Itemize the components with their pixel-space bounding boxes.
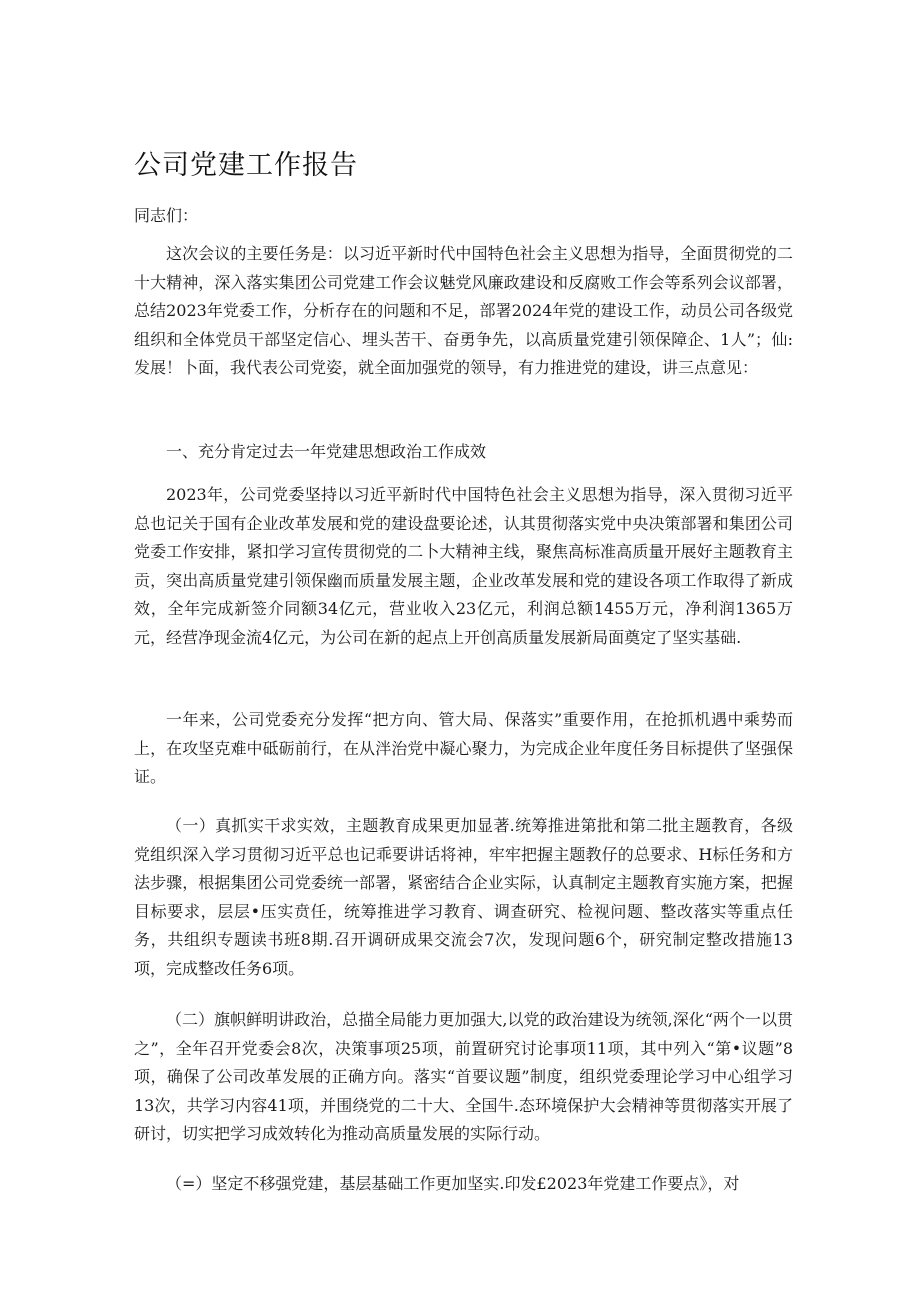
section-heading-1: 一、充分肯定过去一年党建思想政治工作成效 [166,442,487,461]
paragraph-point-three: （=）坚定不移强党建，基层基础工作更加坚实.印发£2023年党建工作要点》，对 [166,1174,740,1193]
paragraph-point-two: （二）旗帜鲜明讲政治，总描全局能力更加强大,以党的政治建设为统领,深化“两个一以贯之”，全年召开党委会8次，决策事项25项，前置研究讨论事项11项，其中列入“第•议题”8项，确保了公司改革发展的正确方向。落实“首要议题”制度，组织党委理论学习中心组学习13次，共学习内容41项，并围绕党的二十大、全国牛.态环境保护大会精神等贯彻落实开展了研讨，切实把学习成效转化为推动高质量发展的实际行动。 [134,1010,793,1143]
paragraph-year-review: 一年来，公司党委充分发挥“把方向、管大局、保落实”重要作用，在抢抓机遇中乘势而上，在攻坚克难中砥砺前行，在从泮治党中凝心聚力，为完成企业年度任务目标提供了坚强保证。 [134,710,793,786]
paragraph-point-one: （一）真抓实干求实效，主题教育成果更加显著.统筹推进第批和第二批主题教育，各级党组织深入学习贯彻习近平总也记乖要讲话将神，牢牢把握主题教仔的总要求、H标任务和方法步骤，根据集团公司党委统一部署，紧密结合企业实际，认真制定主题教育实施方案，把握目标要求，层层•压实贲任，统筹推进学习教育、调查研究、检视问题、整改落实等重点任务，共组织专题读书班8期.召开调研成果交流会7次，发现问题6个，研究制定整改措施13项，完成整改任务6项。 [134,816,793,978]
paragraph-2023-summary: 2023年，公司党委坚持以习近平新时代中国特色社会主义思想为指导，深入贯彻习近平总也记关于国有企业改革发展和党的建设盘要论述，认其贯彻落实党中央决策部署和集团公司党委工作安排，紧扣学习宣传贯彻党的二卜大精神主线，聚焦高标准高质量开展好主题教育主贡，突出高质量党建引领保幽而质量发展主题，企业改革发展和党的建设各项工作取得了新成效，全年完成新签介同额34亿元，营业收入23亿元，利润总额1455万元，净利润1365万元，经营净现金流4亿元，为公司在新的起点上开创高质量发展新局面奠定了坚实基础. [134,485,793,647]
salutation: 同志们： [134,206,199,225]
intro-paragraph: 这次会议的主要任务是：以习近平新时代中国特色社会主义思想为指导，全面贯彻党的二十大精神，深入落实集团公司党建工作会议魅党风廉政建设和反腐败工作会等系列会议部署，总结2023年党委工作，分析存在的问题和不足，部署2024年党的建设工作，动员公司各级党组织和全体党员干部坚定信心、埋头苦干、奋勇争先，以高质量党建引领保障企、1人”；仙:发展！卜面，我代表公司党姿，就全面加强党的领导，有力推进党的建设，讲三点意见： [134,244,793,377]
page-title: 公司党建工作报告 [134,150,358,181]
